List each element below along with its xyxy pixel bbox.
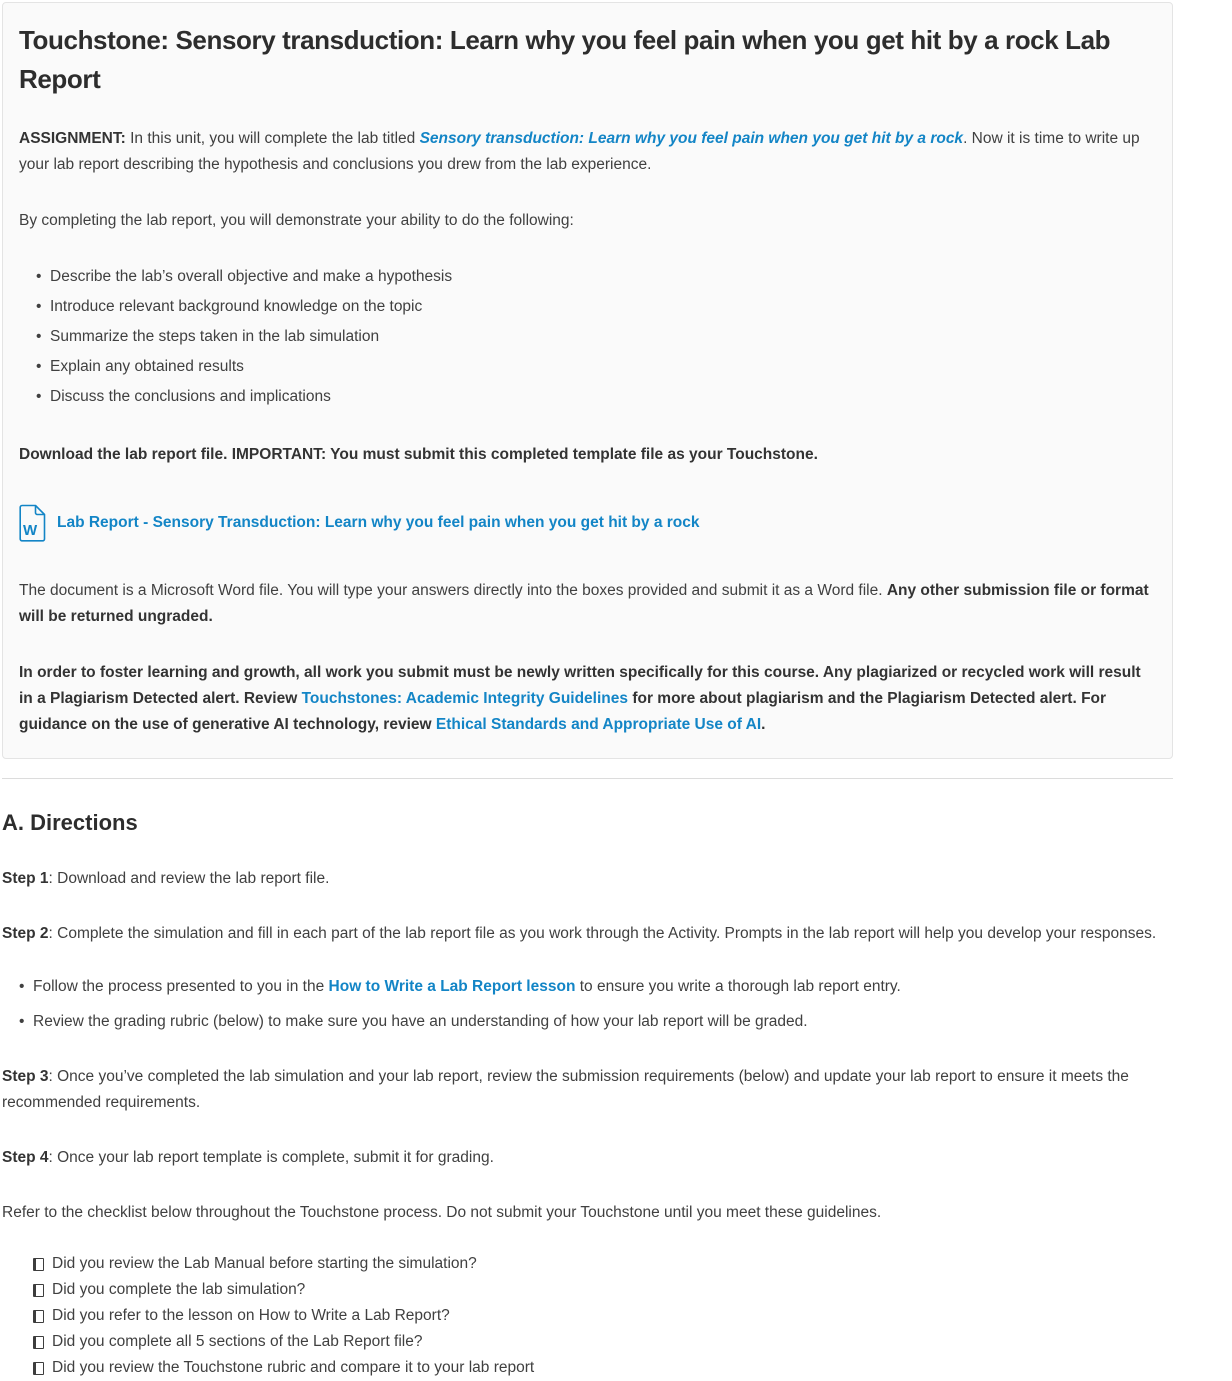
checkbox-icon (33, 1336, 44, 1349)
directions-heading: A. Directions (2, 810, 138, 835)
word-doc-icon (19, 504, 46, 542)
lab-report-file-link-label: Lab Report - Sensory Transduction: Learn why you feel pain when you get hit by a rock (57, 514, 700, 531)
checklist-item (33, 1355, 1173, 1381)
bullet-1-before-link: Follow the process presented to you in the (33, 978, 329, 995)
checklist-item-text: Did you complete the lab simulation? (52, 1281, 306, 1298)
checklist-item-text: Did you refer to the lesson on How to Write a Lab Report? (52, 1307, 450, 1324)
step-2-text: : Complete the simulation and fill in each part of the lab report file as you work through the Activity. Prompts in the lab report will help you develop your responses. (48, 925, 1157, 942)
format-note-regular: The document is a Microsoft Word file. You will type your answers directly into the boxes provided and submit it as a Word file. (19, 582, 887, 599)
step-2-bullets (2, 974, 1173, 1035)
abilities-list (19, 264, 1156, 410)
checklist-item (33, 1251, 1173, 1277)
checklist-intro: Refer to the checklist below throughout the Touchstone process. Do not submit your Touchstone until you meet these guidelines. (2, 1204, 882, 1221)
lab-simulation-link[interactable]: Sensory transduction: Learn why you feel pain when you get hit by a rock (419, 130, 964, 147)
step-3-label: Step 3 (2, 1068, 49, 1085)
assignment-label: ASSIGNMENT: (19, 130, 126, 147)
step-4-label: Step 4 (2, 1149, 49, 1166)
step-2-bullet-1 (33, 974, 1173, 1000)
academic-integrity-link[interactable]: Touchstones: Academic Integrity Guidelines (301, 690, 629, 707)
lab-report-file-link[interactable] (19, 504, 1156, 542)
assignment-text-before-link: In this unit, you will complete the lab titled (125, 130, 420, 147)
word-doc-icon-letter: W (23, 522, 38, 539)
step-3 (2, 1064, 1173, 1116)
checkbox-icon (33, 1310, 44, 1323)
format-note-bold: Any other submission file or format will be returned ungraded. (19, 582, 1149, 625)
assignment-box (2, 2, 1173, 759)
step-1 (2, 866, 1173, 892)
assignment-text-after-link: . Now it is time to write up your lab report describing the hypothesis and conclusions you drew from the lab experience. (19, 130, 1140, 173)
ethical-standards-link[interactable]: Ethical Standards and Appropriate Use of AI (435, 716, 762, 733)
step-3-text: : Once you’ve completed the lab simulation and your lab report, review the submission requirements (below) and update your lab report to ensure it meets the recommended requirements. (2, 1068, 1129, 1111)
checklist-item-text: Did you review the Touchstone rubric and compare it to your lab report (52, 1359, 535, 1376)
checklist-item-text: Did you complete all 5 sections of the Lab Report file? (52, 1333, 423, 1350)
ability-intro: By completing the lab report, you will demonstrate your ability to do the following: (19, 212, 574, 229)
checkbox-icon (33, 1284, 44, 1297)
section-divider (2, 778, 1173, 779)
download-note: Download the lab report file. IMPORTANT: You must submit this completed template file as your Touchstone. (19, 446, 818, 463)
ability-item: • Explain any obtained results (50, 354, 1156, 380)
checkbox-icon (33, 1258, 44, 1271)
integrity-part2: for more about plagiarism and the Plagiarism Detected alert. For guidance on the use of generative AI technology, review (19, 690, 1107, 733)
checklist-item-text: Did you review the Lab Manual before starting the simulation? (52, 1255, 477, 1272)
checklist-item (33, 1303, 1173, 1329)
integrity-part1: In order to foster learning and growth, all work you submit must be newly written specifically for this course. Any plagiarized or recycled work will result in a Plagiarism Detected alert. Review (19, 664, 1141, 707)
ability-item: • Introduce relevant background knowledge on the topic (50, 294, 1156, 320)
assignment-paragraph (19, 126, 1156, 178)
integrity-note (19, 660, 1156, 738)
step-2-bullet-2: • Review the grading rubric (below) to make sure you have an understanding of how your lab report will be graded. (33, 1009, 1173, 1035)
step-1-label: Step 1 (2, 870, 49, 887)
ability-item: • Summarize the steps taken in the lab simulation (50, 324, 1156, 350)
page-title: Touchstone: Sensory transduction: Learn why you feel pain when you get hit by a rock Lab Report (19, 25, 1111, 94)
integrity-part3: . (761, 716, 766, 733)
checklist (33, 1251, 1173, 1381)
step-2-label: Step 2 (2, 925, 49, 942)
bullet-1-after-link: to ensure you write a thorough lab report entry. (575, 978, 901, 995)
checklist-item (33, 1277, 1173, 1303)
ability-item: • Discuss the conclusions and implications (50, 384, 1156, 410)
step-2 (2, 921, 1173, 947)
checkbox-icon (33, 1362, 44, 1375)
step-4-text: : Once your lab report template is complete, submit it for grading. (48, 1149, 494, 1166)
step-1-text: : Download and review the lab report file. (48, 870, 330, 887)
step-4 (2, 1145, 1173, 1171)
page-content (2, 2, 1173, 1381)
ability-item: • Describe the lab’s overall objective and make a hypothesis (50, 264, 1156, 290)
format-note (19, 578, 1156, 630)
how-to-write-lab-report-link[interactable]: How to Write a Lab Report lesson (328, 978, 576, 995)
checklist-item (33, 1329, 1173, 1355)
